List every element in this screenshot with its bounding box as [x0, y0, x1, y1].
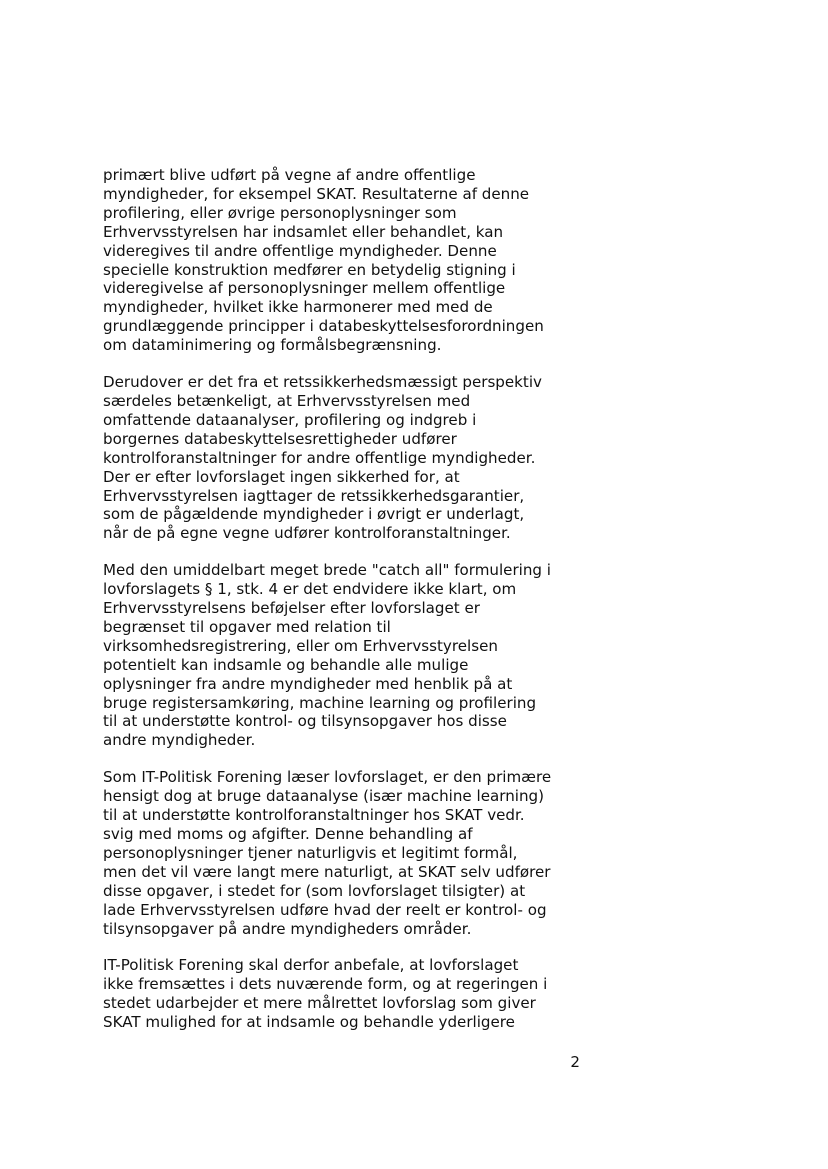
text-line: Erhvervsstyrelsen har indsamlet eller behandlet, kan	[103, 222, 504, 241]
paragraph-2	[103, 373, 593, 543]
text-line: primært blive udført på vegne af andre offentlige	[103, 166, 476, 184]
text-line: til at understøtte kontrolforanstaltninger hos SKAT vedr.	[103, 806, 525, 825]
paragraph-5	[103, 956, 593, 1032]
text-line: potentielt kan indsamle og behandle alle mulige	[103, 655, 469, 674]
text-line: personoplysninger tjener naturligvis et legitimt formål,	[103, 843, 518, 862]
text-line: som de pågældende myndigheder i øvrigt er underlagt,	[103, 505, 525, 524]
text-line: om dataminimering og formålsbegrænsning.	[103, 336, 442, 355]
text-line: videregives til andre offentlige myndigheder. Denne	[103, 241, 497, 260]
text-line: særdeles betænkeligt, at Erhvervsstyrelsen med	[103, 391, 471, 410]
text-line: Erhvervsstyrelsen iagttager de retssikkerhedsgarantier,	[103, 486, 525, 505]
text-line: grundlæggende principper i databeskyttelsesforordningen	[103, 317, 544, 336]
body-text	[103, 166, 593, 1050]
text-line: hensigt dog at bruge dataanalyse (især machine learning)	[103, 787, 544, 806]
text-line: virksomhedsregistrering, eller om Erhvervsstyrelsen	[103, 636, 498, 655]
text-line: svig med moms og afgifter. Denne behandling af	[103, 825, 473, 843]
text-line: IT-Politisk Forening skal derfor anbefale, at lovforslaget	[103, 956, 519, 975]
text-line: omfattende dataanalyser, profilering og indgreb i	[103, 410, 477, 429]
text-line: myndigheder, for eksempel SKAT. Resultaterne af denne	[103, 184, 530, 203]
text-line: stedet udarbejder et mere målrettet lovforslag som giver	[103, 994, 536, 1013]
text-line: kontrolforanstaltninger for andre offentlige myndigheder.	[103, 448, 536, 467]
text-line: profilering, eller øvrige personoplysninger som	[103, 203, 457, 222]
text-line: Med den umiddelbart meget brede "catch all" formulering i	[103, 561, 551, 580]
text-line: Derudover er det fra et retssikkerhedsmæssigt perspektiv	[103, 373, 542, 392]
page-number: 2	[570, 1053, 580, 1071]
text-line: andre myndigheder.	[103, 731, 256, 750]
text-line: begrænset til opgaver med relation til	[103, 617, 391, 636]
text-line: borgernes databeskyttelsesrettigheder udfører	[103, 429, 457, 448]
text-line: Der er efter lovforslaget ingen sikkerhed for, at	[103, 467, 460, 486]
paragraph-4	[103, 768, 593, 938]
paragraph-3	[103, 561, 593, 750]
text-line: til at understøtte kontrol- og tilsynsopgaver hos disse	[103, 712, 507, 731]
text-line: lade Erhvervsstyrelsen udføre hvad der reelt er kontrol- og	[103, 900, 547, 919]
text-line: disse opgaver, i stedet for (som lovforslaget tilsigter) at	[103, 881, 526, 900]
text-line: videregivelse af personoplysninger mellem offentlige	[103, 279, 506, 298]
text-line: Erhvervsstyrelsens beføjelser efter lovforslaget er	[103, 599, 480, 618]
text-line: SKAT mulighed for at indsamle og behandle yderligere	[103, 1013, 515, 1032]
text-line: ikke fremsættes i dets nuværende form, og at regeringen i	[103, 975, 548, 994]
text-line: lovforslagets § 1, stk. 4 er det endvidere ikke klart, om	[103, 580, 517, 599]
text-line: Som IT-Politisk Forening læser lovforslaget, er den primære	[103, 768, 552, 787]
text-line: specielle konstruktion medfører en betydelig stigning i	[103, 260, 516, 279]
text-line: myndigheder, hvilket ikke harmonerer med med de	[103, 298, 493, 317]
text-line: oplysninger fra andre myndigheder med henblik på at	[103, 674, 513, 693]
text-line: men det vil være langt mere naturligt, at SKAT selv udfører	[103, 862, 551, 881]
text-line: tilsynsopgaver på andre myndigheders områder.	[103, 919, 472, 938]
text-line: bruge registersamkøring, machine learning og profilering	[103, 693, 537, 712]
paragraph-1	[103, 166, 593, 355]
text-line: når de på egne vegne udfører kontrolforanstaltninger.	[103, 524, 511, 543]
